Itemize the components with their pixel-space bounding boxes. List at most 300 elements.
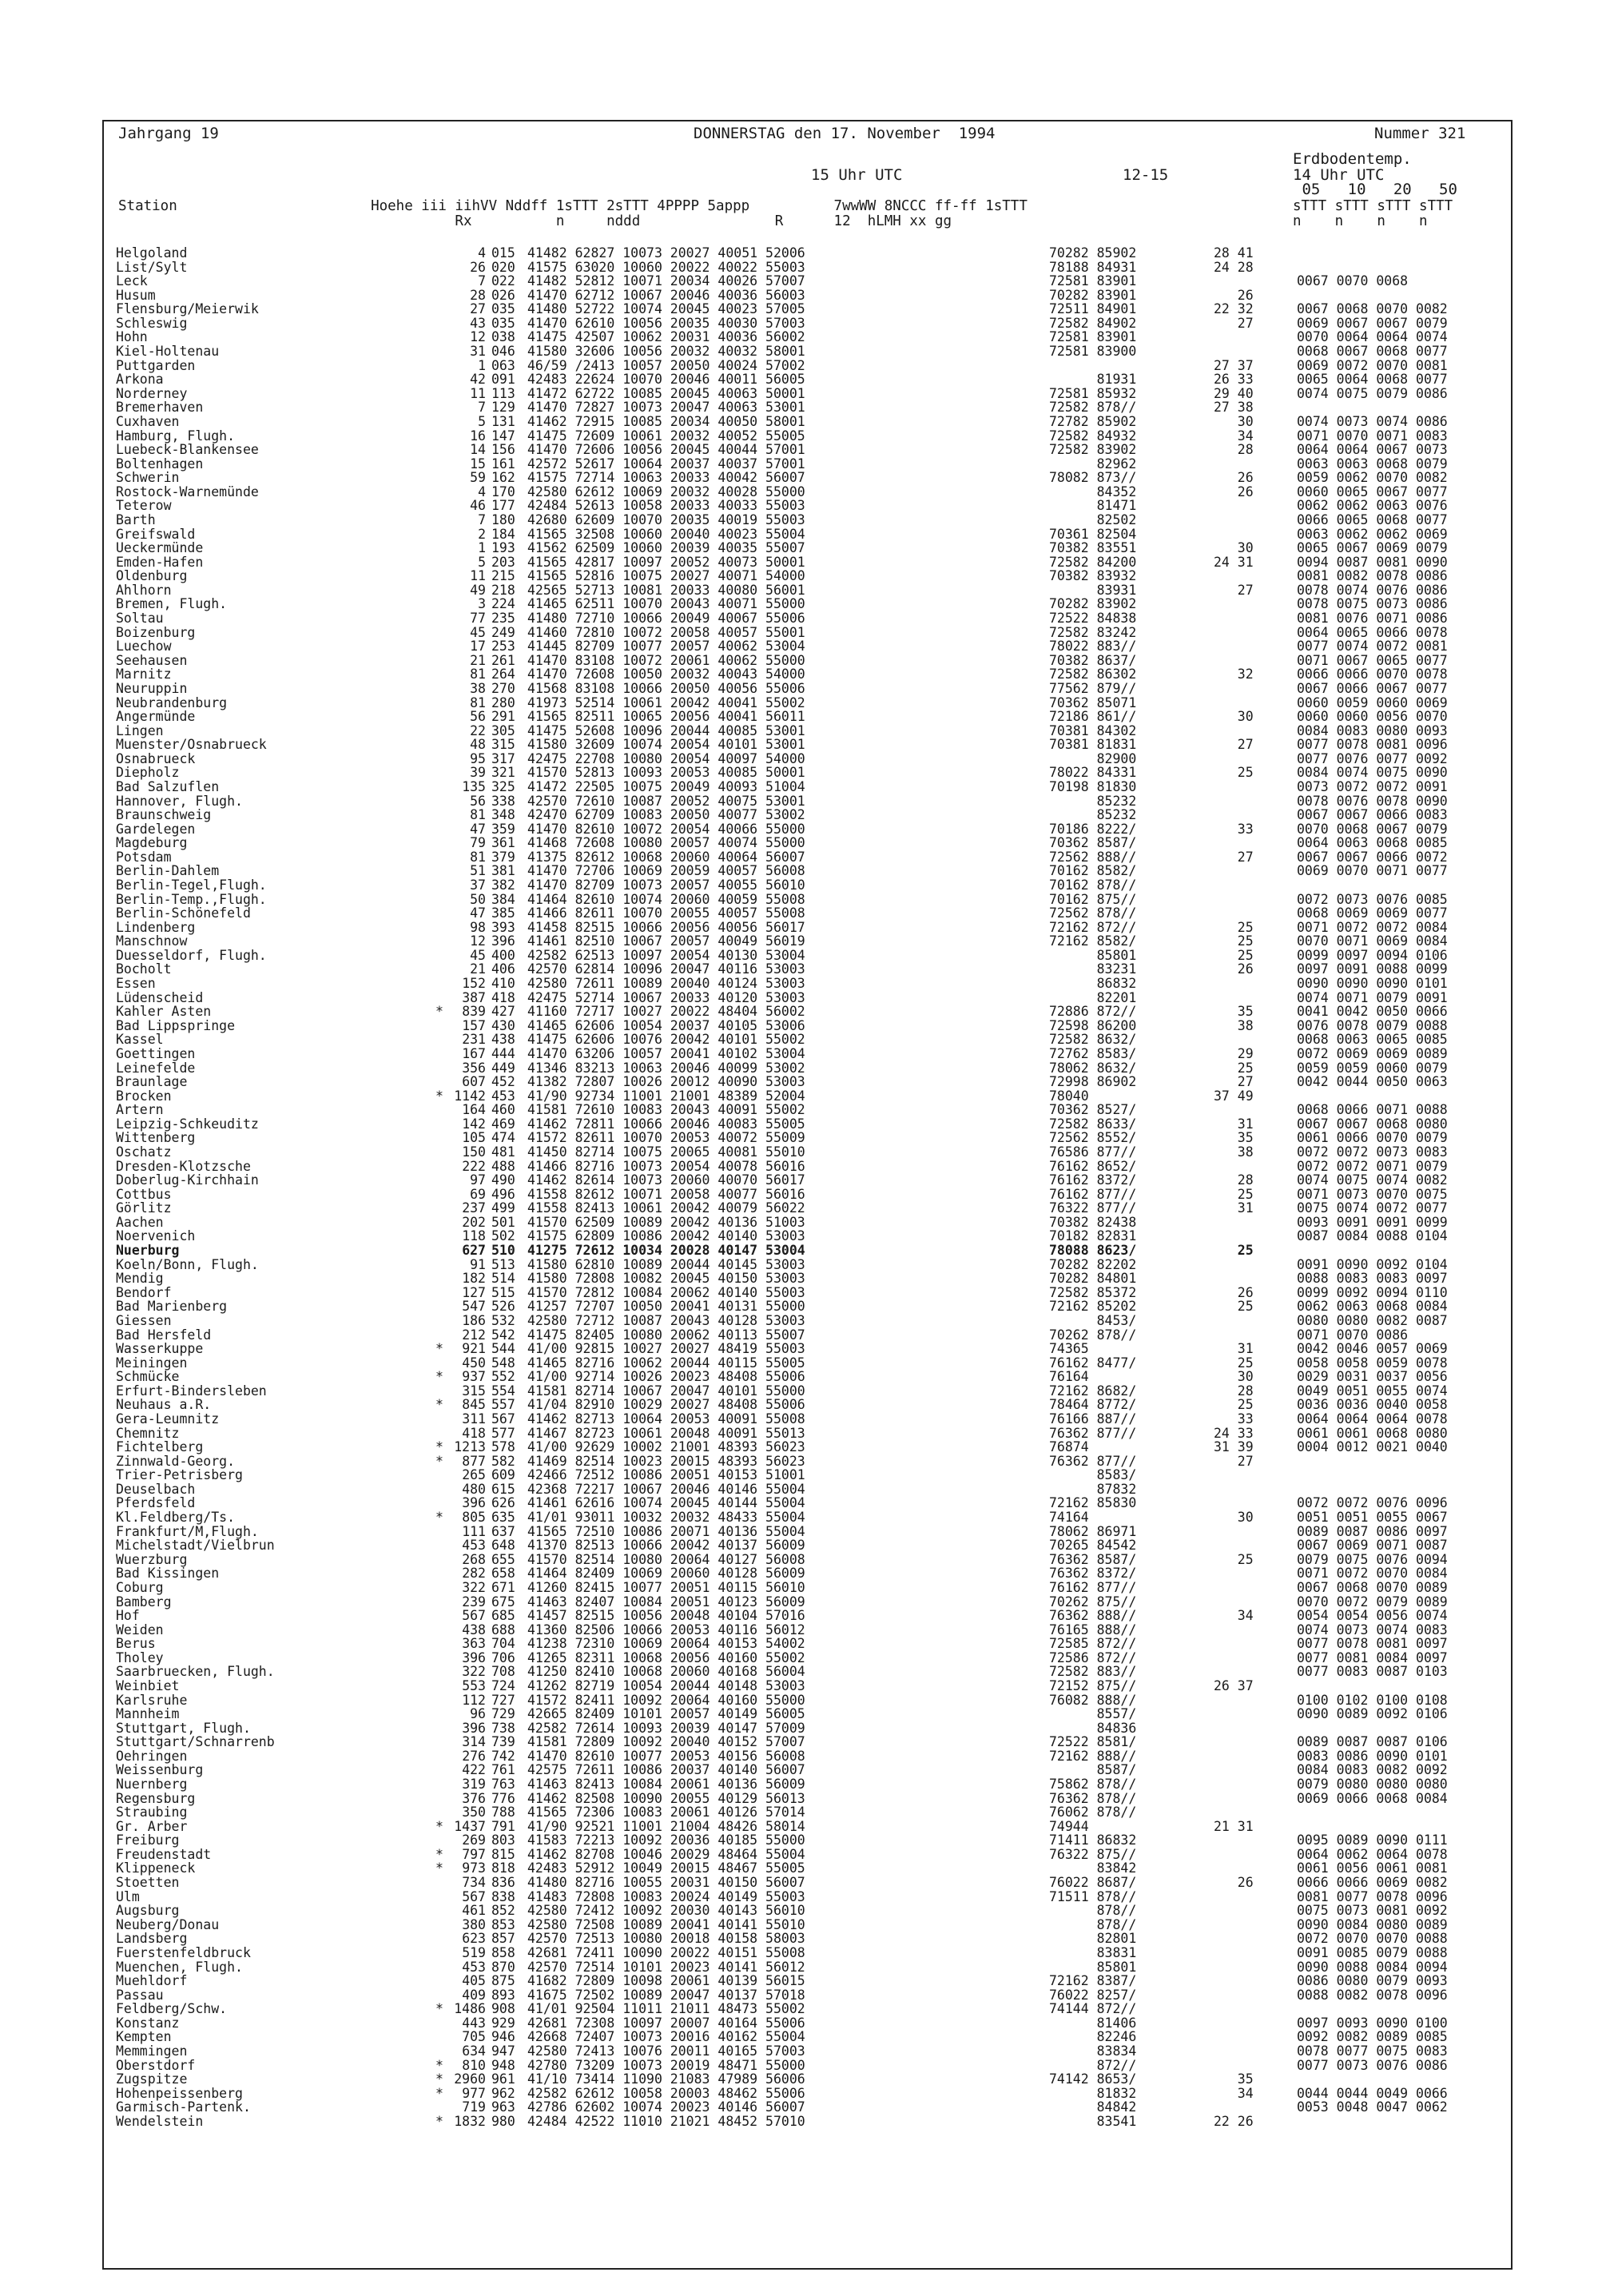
soil-temperatures: 0088 0083 0083 0097 [1297, 1271, 1448, 1287]
weather-groups: 74142 8653/ [1049, 2071, 1137, 2087]
table-row [116, 1160, 1506, 1174]
station-name: Helgoland [116, 245, 188, 261]
station-index: 474 [491, 1130, 515, 1146]
station-name: Norderney [116, 385, 188, 401]
table-row [116, 822, 1506, 837]
station-name: Hof [116, 1608, 140, 1624]
soil-temperatures: 0074 0073 0074 0086 [1297, 413, 1448, 429]
soil-temperatures: 0067 0069 0071 0087 [1297, 1538, 1448, 1554]
synop-groups: 41346 83213 10063 20046 40099 53002 [527, 1060, 805, 1076]
weather-groups: 87832 [1049, 1481, 1137, 1497]
soil-column-header: sTTT sTTT sTTT sTTT [1293, 198, 1453, 214]
weather-groups: 71511 878// [1049, 1888, 1137, 1904]
synop-groups: 42570 72513 10080 20018 40158 58003 [527, 1931, 805, 1947]
station-height: 69 [470, 1186, 486, 1202]
station-height: 322 [462, 1664, 486, 1680]
table-row [116, 921, 1506, 935]
soil-temperatures: 0097 0093 0090 0100 [1297, 2015, 1448, 2031]
station-index: 020 [491, 259, 515, 275]
weather-groups: 74144 872// [1049, 2001, 1137, 2017]
soil-temperatures: 0067 0068 0070 0082 [1297, 301, 1448, 317]
table-row [116, 962, 1506, 977]
soil-temperatures: 0067 0067 0066 0072 [1297, 849, 1448, 865]
station-name: Bocholt [116, 961, 172, 977]
weather-groups: 70282 84801 [1049, 1271, 1137, 1287]
wind-gusts: 26 37 [1214, 1677, 1254, 1693]
station-index: 129 [491, 400, 515, 416]
station-index: 338 [491, 793, 515, 809]
station-name: Saarbruecken, Flugh. [116, 1664, 275, 1680]
station-index: 815 [491, 1846, 515, 1862]
table-row [116, 991, 1506, 1005]
table-row [116, 1749, 1506, 1764]
wind-gusts: 30 [1214, 413, 1254, 429]
station-index: 791 [491, 1818, 515, 1834]
soil-temperatures: 0070 0072 0079 0089 [1297, 1594, 1448, 1610]
weather-groups: 72162 85202 [1049, 1299, 1137, 1315]
synop-groups: 41/00 92629 10002 21001 48393 56023 [527, 1439, 805, 1455]
station-name: Erfurt-Bindersleben [116, 1383, 267, 1399]
table-row [116, 316, 1506, 331]
station-name: Luechow [116, 639, 172, 655]
station-height: 350 [462, 1805, 486, 1820]
station-index: 147 [491, 428, 515, 444]
synop-groups: 42368 72217 10067 20046 40146 55004 [527, 1481, 805, 1497]
wind-gusts: 25 [1214, 1299, 1254, 1315]
station-index: 325 [491, 778, 515, 794]
station-index: 490 [491, 1172, 515, 1188]
station-table [116, 246, 1506, 2128]
soil-temperatures: 0064 0063 0068 0085 [1297, 835, 1448, 851]
table-row [116, 1833, 1506, 1848]
weather-groups: 8587/ [1049, 1762, 1137, 1778]
table-row [116, 1468, 1506, 1482]
station-height: 396 [462, 1720, 486, 1736]
station-index: 514 [491, 1271, 515, 1287]
station-name: Nuerburg [116, 1243, 180, 1259]
station-name: Ueckermünde [116, 540, 204, 556]
station-height: 319 [462, 1777, 486, 1793]
station-name: Freudenstadt [116, 1846, 212, 1862]
weather-groups: 76362 877// [1049, 1453, 1137, 1469]
synop-groups: 41580 32606 10056 20032 40032 58001 [527, 344, 805, 360]
wind-gusts: 26 [1214, 470, 1254, 486]
table-row [116, 1271, 1506, 1286]
station-index: 739 [491, 1734, 515, 1750]
weather-groups: 76062 878// [1049, 1805, 1137, 1820]
station-height: 1142 [454, 1088, 486, 1104]
station-name: Stuttgart/Schnarrenb [116, 1734, 275, 1750]
table-row [116, 597, 1506, 611]
station-index: 947 [491, 2043, 515, 2059]
synop-groups: 41562 62509 10060 20039 40035 55007 [527, 540, 805, 556]
weather-groups: 84842 [1049, 2099, 1137, 2115]
synop-groups: 42570 72514 10101 20023 40141 56012 [527, 1959, 805, 1975]
wind-gusts: 26 [1214, 1875, 1254, 1891]
station-index: 776 [491, 1790, 515, 1806]
weather-groups: 82502 [1049, 511, 1137, 527]
station-index: 858 [491, 1944, 515, 1960]
soil-temperatures: 0042 0044 0050 0063 [1297, 1074, 1448, 1090]
station-height: 1 [478, 357, 486, 373]
wind-gusts: 38 [1214, 1144, 1254, 1160]
table-row [116, 485, 1506, 499]
weather-groups: 82201 [1049, 989, 1137, 1005]
station-index: 532 [491, 1312, 515, 1328]
station-index: 655 [491, 1551, 515, 1567]
wind-gusts: 27 38 [1214, 400, 1254, 416]
table-row [116, 1229, 1506, 1244]
station-name: Berlin-Temp.,Flugh. [116, 891, 267, 907]
synop-groups: 41565 32508 10060 20040 40023 55004 [527, 526, 805, 542]
table-row [116, 1188, 1506, 1202]
station-name: Bendorf [116, 1284, 172, 1300]
weather-groups: 75862 878// [1049, 1777, 1137, 1793]
synop-groups: 41464 82409 10069 20060 40128 56009 [527, 1566, 805, 1582]
station-index: 548 [491, 1355, 515, 1371]
table-row [116, 1792, 1506, 1806]
station-name: Aachen [116, 1214, 164, 1230]
table-row [116, 1974, 1506, 1988]
soil-temperatures: 0089 0087 0086 0097 [1297, 1523, 1448, 1539]
synop-groups: 41570 72812 10084 20062 40140 55003 [527, 1284, 805, 1300]
table-row [116, 1693, 1506, 1708]
weather-groups: 78022 883// [1049, 639, 1137, 655]
station-height: 45 [470, 947, 486, 963]
station-index: 131 [491, 413, 515, 429]
station-name: Berlin-Dahlem [116, 863, 220, 879]
station-height: 26 [470, 259, 486, 275]
station-name: Rostock-Warnemünde [116, 483, 259, 499]
station-height: 705 [462, 2029, 486, 2045]
station-index: 359 [491, 821, 515, 837]
station-name: Osnabrueck [116, 750, 196, 766]
station-index: 557 [491, 1397, 515, 1413]
synop-groups: 42575 72611 10086 20037 40140 56007 [527, 1762, 805, 1778]
soil-temperatures: 0070 0071 0069 0084 [1297, 933, 1448, 949]
weather-groups: 70182 82831 [1049, 1228, 1137, 1244]
table-row [116, 1427, 1506, 1441]
station-name: Bad Lippspringe [116, 1017, 236, 1033]
table-row [116, 836, 1506, 850]
station-index: 381 [491, 863, 515, 879]
station-name: Karlsruhe [116, 1692, 188, 1708]
wind-gusts: 35 [1214, 1004, 1254, 1020]
synop-groups: 42580 72508 10089 20041 40141 55010 [527, 1916, 805, 1932]
station-name: Mannheim [116, 1706, 180, 1722]
weather-groups: 76166 887// [1049, 1411, 1137, 1427]
station-height: 7 [478, 511, 486, 527]
soil-temperatures: 0095 0089 0090 0111 [1297, 1832, 1448, 1848]
station-index: 727 [491, 1692, 515, 1708]
station-height: 1486 [454, 2001, 486, 2017]
station-height: 1437 [454, 1818, 486, 1834]
table-row [116, 359, 1506, 373]
synop-groups: 41482 62827 10073 20027 40051 52006 [527, 245, 805, 261]
station-index: 406 [491, 961, 515, 977]
wind-gusts: 29 [1214, 1045, 1254, 1061]
mountain-marker: * [435, 1846, 443, 1862]
column-header-line2: Rx n nddd R 12 hLMH xx gg [118, 213, 952, 229]
soil-temperatures: 0060 0059 0060 0069 [1297, 694, 1448, 710]
station-height: 22 [470, 722, 486, 738]
soil-temperatures: 0090 0088 0084 0094 [1297, 1959, 1448, 1975]
synop-groups: 41472 22505 10075 20049 40093 51004 [527, 778, 805, 794]
wind-gusts: 31 39 [1214, 1439, 1254, 1455]
station-height: 28 [470, 287, 486, 303]
station-height: 237 [462, 1200, 486, 1216]
station-height: 112 [462, 1692, 486, 1708]
station-height: 222 [462, 1158, 486, 1174]
table-row [116, 1299, 1506, 1314]
bulletin-number: Nummer 321 [1374, 125, 1466, 142]
station-index: 742 [491, 1748, 515, 1764]
station-height: 49 [470, 582, 486, 598]
soil-temperatures: 0071 0067 0065 0077 [1297, 652, 1448, 668]
table-row [116, 1890, 1506, 1904]
station-height: 2 [478, 526, 486, 542]
station-name: Tholey [116, 1649, 164, 1665]
station-height: 977 [462, 2085, 486, 2101]
weather-groups: 70162 878// [1049, 877, 1137, 893]
station-name: Berlin-Schönefeld [116, 905, 251, 921]
station-name: Kl.Feldberg/Ts. [116, 1510, 236, 1526]
station-index: 348 [491, 807, 515, 823]
station-index: 481 [491, 1144, 515, 1160]
wind-gusts: 34 [1214, 1608, 1254, 1624]
weather-groups: 78082 873// [1049, 470, 1137, 486]
station-name: Duesseldorf, Flugh. [116, 947, 267, 963]
weather-groups: 83541 [1049, 2113, 1137, 2129]
station-index: 253 [491, 639, 515, 655]
station-index: 038 [491, 329, 515, 345]
table-row [116, 949, 1506, 963]
weather-groups: 76322 875// [1049, 1846, 1137, 1862]
table-row [116, 1440, 1506, 1454]
synop-groups: 41457 82515 10056 20048 40104 57016 [527, 1608, 805, 1624]
station-index: 460 [491, 1102, 515, 1118]
wind-gusts: 25 [1214, 1397, 1254, 1413]
soil-temperatures: 0100 0102 0100 0108 [1297, 1692, 1448, 1708]
station-index: 893 [491, 1987, 515, 2003]
station-index: 675 [491, 1594, 515, 1610]
synop-groups: 41465 62511 10070 20043 40071 55000 [527, 596, 805, 612]
soil-temperatures: 0078 0075 0073 0086 [1297, 596, 1448, 612]
synop-groups: 41461 62616 10074 20045 40144 55004 [527, 1495, 805, 1511]
synop-groups: 41370 82513 10066 20042 40137 56009 [527, 1538, 805, 1554]
mountain-marker: * [435, 1004, 443, 1020]
synop-groups: 42470 62709 10083 20050 40077 53002 [527, 807, 805, 823]
weather-groups: 70162 875// [1049, 891, 1137, 907]
weather-groups: 76022 8687/ [1049, 1875, 1137, 1891]
wind-gusts: 28 [1214, 1383, 1254, 1399]
soil-temperatures: 0062 0063 0068 0084 [1297, 1299, 1448, 1315]
station-name: Wasserkuppe [116, 1341, 204, 1357]
synop-groups: 41565 82511 10065 20056 40041 56011 [527, 709, 805, 725]
table-row [116, 1609, 1506, 1623]
weather-groups: 72582 84200 [1049, 554, 1137, 570]
weather-groups: 70362 8587/ [1049, 835, 1137, 851]
station-index: 035 [491, 301, 515, 317]
weather-groups: 81406 [1049, 2015, 1137, 2031]
synop-groups: 41581 82714 10067 20047 40101 55000 [527, 1383, 805, 1399]
station-name: Meiningen [116, 1355, 188, 1371]
table-row [116, 372, 1506, 387]
station-height: 91 [470, 1256, 486, 1272]
station-index: 488 [491, 1158, 515, 1174]
wind-gusts: 30 [1214, 540, 1254, 556]
soil-temperatures: 0083 0086 0090 0101 [1297, 1748, 1448, 1764]
station-index: 870 [491, 1959, 515, 1975]
station-name: Seehausen [116, 652, 188, 668]
station-name: Oldenburg [116, 568, 188, 584]
weather-groups: 72581 83900 [1049, 344, 1137, 360]
mountain-marker: * [435, 1341, 443, 1357]
soil-temperatures: 0067 0066 0067 0077 [1297, 680, 1448, 696]
table-row [116, 1117, 1506, 1132]
synop-groups: 42572 52617 10064 20037 40037 57001 [527, 456, 805, 472]
soil-temperatures: 0071 0070 0086 [1297, 1327, 1409, 1343]
station-index: 203 [491, 554, 515, 570]
synop-groups: 41575 62809 10086 20042 40140 53003 [527, 1228, 805, 1244]
synop-groups: 41360 82506 10066 20053 40116 56012 [527, 1622, 805, 1637]
station-height: 212 [462, 1327, 486, 1343]
synop-groups: 41462 82508 10090 20055 40129 56013 [527, 1790, 805, 1806]
soil-temperatures: 0074 0075 0079 0086 [1297, 385, 1448, 401]
station-name: Greifswald [116, 526, 196, 542]
station-name: Soltau [116, 611, 164, 627]
synop-groups: 41/90 92734 11001 21001 48389 52004 [527, 1088, 805, 1104]
weather-groups: 85232 [1049, 793, 1137, 809]
soil-temperatures: 0059 0062 0070 0082 [1297, 470, 1448, 486]
weather-groups: 72562 8552/ [1049, 1130, 1137, 1146]
station-height: 98 [470, 919, 486, 935]
weather-groups: 85801 [1049, 1959, 1137, 1975]
station-height: 805 [462, 1510, 486, 1526]
soil-temperatures: 0090 0090 0090 0101 [1297, 976, 1448, 992]
table-row [116, 387, 1506, 401]
station-index: 091 [491, 372, 515, 388]
table-row [116, 864, 1506, 878]
station-height: 15 [470, 456, 486, 472]
station-name: Schmücke [116, 1369, 180, 1385]
station-name: Teterow [116, 498, 172, 514]
weather-groups: 72522 8581/ [1049, 1734, 1137, 1750]
station-index: 671 [491, 1579, 515, 1595]
synop-groups: 41265 82311 10068 20056 40160 55002 [527, 1649, 805, 1665]
synop-groups: 41570 52813 10093 20053 40085 50001 [527, 765, 805, 781]
weather-groups: 70198 81830 [1049, 778, 1137, 794]
soil-temperatures: 0066 0066 0069 0082 [1297, 1875, 1448, 1891]
weather-groups: 72186 861// [1049, 709, 1137, 725]
wind-gusts: 25 [1214, 1060, 1254, 1076]
mountain-marker: * [435, 1510, 443, 1526]
station-index: 264 [491, 667, 515, 682]
weather-groups: 74365 [1049, 1341, 1089, 1357]
soil-temperatures: 0069 0066 0068 0084 [1297, 1790, 1448, 1806]
weather-groups: 70382 82438 [1049, 1214, 1137, 1230]
soil-temperatures: 0041 0042 0050 0066 [1297, 1004, 1448, 1020]
station-index: 946 [491, 2029, 515, 2045]
time-range: 12-15 [1123, 166, 1169, 184]
station-height: 5 [478, 413, 486, 429]
wind-gusts: 24 31 [1214, 554, 1254, 570]
station-index: 836 [491, 1875, 515, 1891]
station-height: 1 [478, 540, 486, 556]
station-name: Landsberg [116, 1931, 188, 1947]
station-height: 567 [462, 1888, 486, 1904]
synop-groups: 41470 82610 10077 20053 40156 56008 [527, 1748, 805, 1764]
synop-groups: 42668 72407 10073 20016 40162 55004 [527, 2029, 805, 2045]
station-height: 623 [462, 1931, 486, 1947]
soil-temperatures: 0084 0083 0080 0093 [1297, 722, 1448, 738]
table-row [116, 1876, 1506, 1890]
station-name: Coburg [116, 1579, 164, 1595]
station-name: Marnitz [116, 667, 172, 682]
wind-gusts: 25 [1214, 919, 1254, 935]
station-index: 513 [491, 1256, 515, 1272]
weather-groups: 76322 877// [1049, 1200, 1137, 1216]
synop-groups: 41160 72717 10027 20022 48404 56002 [527, 1004, 805, 1020]
synop-groups: 41580 32609 10074 20054 40101 53001 [527, 737, 805, 753]
weather-groups: 72162 8682/ [1049, 1383, 1137, 1399]
station-height: 42 [470, 372, 486, 388]
table-row [116, 1960, 1506, 1975]
station-index: 305 [491, 722, 515, 738]
synop-groups: 42582 62612 10058 20003 48462 55006 [527, 2085, 805, 2101]
station-index: 449 [491, 1060, 515, 1076]
station-height: 81 [470, 694, 486, 710]
table-row [116, 499, 1506, 513]
station-index: 515 [491, 1284, 515, 1300]
station-height: 1213 [454, 1439, 486, 1455]
station-index: 444 [491, 1045, 515, 1061]
synop-groups: 42570 62814 10096 20047 40116 53003 [527, 961, 805, 977]
station-height: 152 [462, 976, 486, 992]
table-row [116, 667, 1506, 682]
table-row [116, 443, 1506, 457]
weather-groups: 72582 85372 [1049, 1284, 1137, 1300]
synop-groups: 41375 82612 10068 20060 40064 56007 [527, 849, 805, 865]
station-height: 186 [462, 1312, 486, 1328]
station-index: 962 [491, 2085, 515, 2101]
synop-groups: 41580 62810 10089 20044 40145 53003 [527, 1256, 805, 1272]
table-row [116, 1946, 1506, 1960]
table-row [116, 541, 1506, 555]
weather-groups: 878// [1049, 1916, 1137, 1932]
station-index: 453 [491, 1088, 515, 1104]
soil-time: 14 Uhr UTC [1293, 166, 1385, 184]
table-row [116, 1820, 1506, 1834]
table-row [116, 1145, 1506, 1160]
mountain-marker: * [435, 2085, 443, 2101]
table-row [116, 1019, 1506, 1033]
station-height: 12 [470, 933, 486, 949]
station-height: 719 [462, 2099, 486, 2115]
soil-temperatures: 0089 0087 0087 0106 [1297, 1734, 1448, 1750]
station-name: Straubing [116, 1805, 188, 1820]
weather-groups: 84836 [1049, 1720, 1137, 1736]
weather-groups: 74944 [1049, 1818, 1089, 1834]
station-height: 14 [470, 442, 486, 458]
station-height: 314 [462, 1734, 486, 1750]
station-name: Wittenberg [116, 1130, 196, 1146]
table-row [116, 639, 1506, 654]
station-name: Mendig [116, 1271, 164, 1287]
synop-groups: 41/00 92714 10026 20023 48408 55006 [527, 1369, 805, 1385]
station-name: Goettingen [116, 1045, 196, 1061]
table-row [116, 1216, 1506, 1230]
